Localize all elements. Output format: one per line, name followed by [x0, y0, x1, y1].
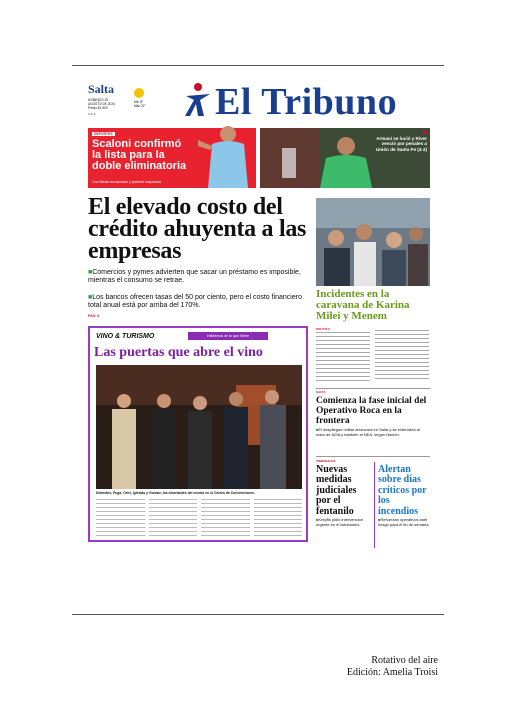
alert-bullet-text: Refuerzan operativos ante riesgo para el fin de semana. — [378, 517, 430, 527]
promo-river[interactable] — [260, 128, 430, 188]
wine-tag: Hablemos de lo que Viene — [188, 332, 268, 340]
footer-credits — [300, 655, 438, 679]
roca-kicker: SALTA — [316, 390, 326, 394]
alert-headline: Alertan sobre días críticos por los incendios — [378, 464, 427, 517]
caravana-photo — [316, 198, 430, 286]
caravana-col-2 — [375, 330, 429, 382]
wine-photo — [96, 365, 302, 489]
edition-price: Precio $1.900 — [88, 106, 108, 110]
promo-kicker: DEPORTES — [94, 132, 113, 136]
fentanilo-bullet: ■Krepfik pidió intervención urgente en el laboratorio. — [316, 517, 364, 527]
top-rule — [72, 65, 444, 66]
weather-max: Máx 22° — [134, 104, 146, 108]
edition-city: Salta — [88, 82, 115, 96]
caravana-kicker: POLÍTICA — [316, 327, 330, 331]
weather-block — [134, 88, 154, 108]
fentanilo-headline: Nuevas medidas judiciales por el fentanilo — [316, 464, 357, 517]
weather-min: Mín 8° — [134, 100, 144, 104]
sun-icon — [134, 88, 144, 98]
edition-date-1: DOMINGO 25 — [88, 98, 109, 102]
lead-page-ref: PÁG. 6 — [88, 314, 100, 318]
footer-line-1: Rotativo del aire — [371, 655, 438, 666]
promo-scaloni[interactable] — [88, 128, 256, 188]
player-photo — [198, 120, 256, 188]
lead-bullet-1: ■Comercios y pymes advierten que sacar un préstamo es imposible, mientras el consumo se retrae. — [88, 269, 301, 284]
masthead-title: El Tribuno — [215, 81, 398, 123]
edition-block: Salta DOMINGO 25 AGOSTO DE 2024 Precio $1.900 ● ● ● — [88, 82, 132, 116]
lead-bullet-1-text: Comercios y pymes advierten que sacar un préstamo es imposible, mientras el consumo se retrae. — [88, 269, 301, 284]
promo-sub: Con Messi recuperado y jóvenes sorpresas — [92, 180, 162, 184]
roca-bullet: ■El despliegue militar arrancará en Salta y se extenderá al resto de NOA y también al NEA, según Nación. — [316, 427, 420, 437]
caravana-col-1 — [316, 332, 370, 384]
river-headline: Armani se lució y River venció por penales a Unión de Santa Fe (4-3) — [375, 136, 427, 152]
lead-headline: El elevado costo del crédito ahuyenta a las empresas — [88, 194, 307, 264]
wine-columns — [96, 499, 302, 537]
lead-bullet-2-text: Los bancos ofrecen tasas del 50 por ciento, pero el costo financiero total anual está por arriba del 170%. — [88, 294, 302, 309]
fentanilo-kicker: TRIBUNALES — [316, 459, 336, 463]
roca-bullet-text: El despliegue militar arrancará en Salta y se extenderá al resto de NOA y también al NEA, según Nación. — [316, 427, 420, 437]
wine-headline: Las puertas que abre el vino — [94, 345, 263, 360]
wine-box — [88, 326, 308, 542]
wine-section: VINO & TURISMO — [96, 333, 155, 340]
fentanilo-bullet-text: Krepfik pidió intervención urgente en el laboratorio. — [316, 517, 364, 527]
footer-line-2: Edición: Amelia Troisi — [346, 667, 438, 678]
bottom-rule — [72, 614, 444, 615]
masthead-logo-icon — [182, 82, 214, 118]
roca-headline: Comienza la fase inicial del Operativo Roca en la frontera — [316, 396, 427, 426]
lead-bullet-2: ■Los bancos ofrecen tasas del 50 por ciento, pero el costo financiero total anual está por arriba del 170%. — [88, 294, 302, 309]
wine-caption: Debesbis, Puga, Oriel, Iglesias y Gorraiz, los disertantes del evento en el Centro de Convenciones. — [96, 491, 255, 495]
edition-date-2: AGOSTO DE 2024 — [88, 102, 115, 106]
alert-bullet: ■Refuerzan operativos ante riesgo para el fin de semana. — [378, 517, 430, 527]
promo-headline: Scaloni confirmó la lista para la doble eliminatoria — [92, 138, 187, 172]
caravana-headline: Incidentes en la caravana de Karina Milei y Menem — [316, 288, 410, 322]
